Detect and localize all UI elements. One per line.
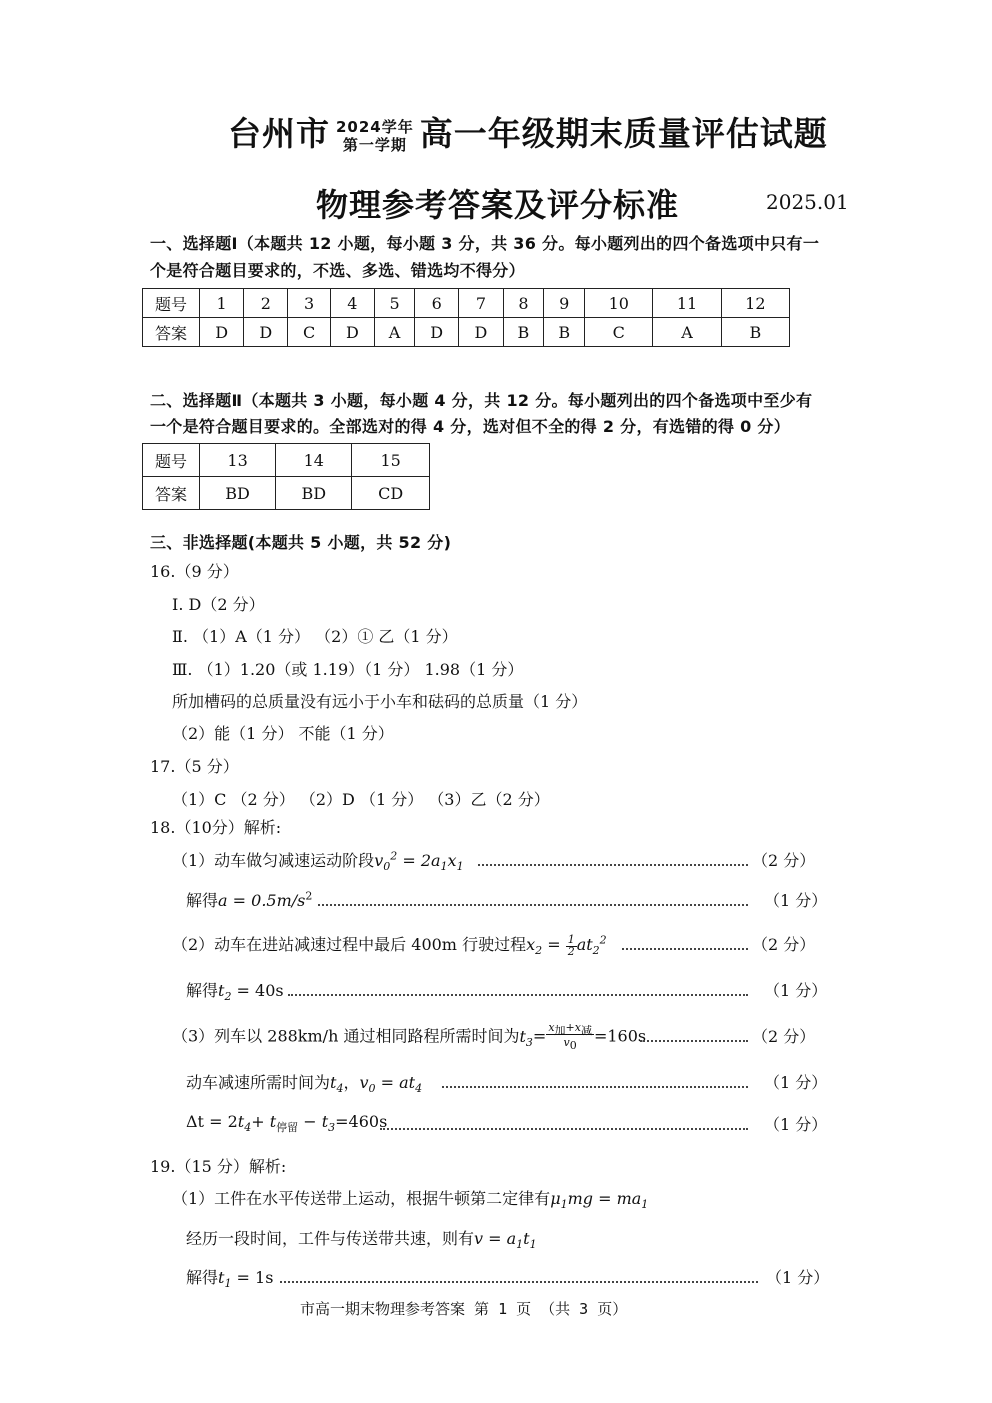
- q18-step7: $\Delta t = 2t_4+ t_{停留} - t_3=460s$: [186, 1112, 388, 1135]
- leader-dots: [288, 994, 748, 996]
- question-number-cell: 8: [503, 289, 544, 318]
- page-title: [228, 108, 828, 155]
- question-number-cell: 4: [330, 289, 374, 318]
- answer-cell: A: [653, 318, 721, 347]
- section2-line1: 二、选择题Ⅱ（本题共 3 小题，每小题 4 分，共 12 分。每小题列出的四个备选项中至少有: [150, 391, 813, 410]
- q18-score-2: （1 分）: [764, 891, 828, 910]
- title-exam: 高一年级期末质量评估试题: [419, 114, 828, 153]
- section1-line1: 一、选择题Ⅰ（本题共 12 小题，每小题 3 分，共 36 分。每小题列出的四个备选项中只有一: [150, 234, 820, 253]
- q18-score-4: （1 分）: [764, 981, 828, 1000]
- question-number-cell: 11: [653, 289, 721, 318]
- question-number-cell: 6: [415, 289, 459, 318]
- formula-x2: $x_2 = 1$ 2 $at_2^2$: [526, 932, 607, 958]
- q18-step6: 动车减速所需时间为$t_4$，$v_0 = at_4$: [186, 1073, 423, 1096]
- answer-cell: B: [721, 318, 789, 347]
- q19-step3: 解得$t_1 = 1s$: [186, 1268, 274, 1291]
- q16-line2: Ⅱ. （1）A（1 分） （2）① 乙（1 分）: [172, 627, 458, 646]
- q18-title: 18.（10分）解析:: [150, 818, 282, 837]
- q18-step3: （2）动车在进站减速过程中最后 400m 行驶过程$x_2 = 1$ 2 $at_2^2$: [172, 932, 607, 958]
- question-number-cell: 10: [585, 289, 653, 318]
- q18-step1: （1）动车做匀减速运动阶段$v_0^2 = 2a_1x_1$: [172, 849, 464, 874]
- leader-dots: [478, 864, 748, 866]
- answer-cell: CD: [352, 477, 430, 510]
- q19-step1: （1）工件在水平传送带上运动，根据牛顿第二定律有$\mu_1mg = ma_1$: [172, 1189, 649, 1212]
- title-city: 台州市: [228, 114, 330, 153]
- formula-v0-squared: $v_0^2 = 2a_1x_1$: [374, 849, 464, 874]
- row-label: 答案: [143, 318, 200, 347]
- row-label: 题号: [143, 444, 200, 477]
- leader-dots: [380, 1128, 748, 1130]
- question-number-cell: 15: [352, 444, 430, 477]
- table-row-answers: [143, 477, 430, 510]
- q18-step4: 解得$t_2 = 40s$: [186, 981, 284, 1004]
- leader-dots: [442, 1086, 748, 1088]
- table-row-numbers: [143, 289, 790, 318]
- q16-line4: 所加槽码的总质量没有远小于小车和砝码的总质量（1 分）: [172, 692, 588, 711]
- page-footer: 市高一期末物理参考答案 第 1 页 （共 3 页）: [300, 1300, 628, 1318]
- section2-answer-table: [142, 443, 430, 510]
- answer-cell: D: [244, 318, 288, 347]
- q16-line1: Ⅰ. D（2 分）: [172, 595, 265, 614]
- question-number-cell: 1: [200, 289, 244, 318]
- answer-cell: D: [200, 318, 244, 347]
- q18-score-5: （2 分）: [752, 1027, 816, 1046]
- question-number-cell: 14: [276, 444, 352, 477]
- leader-dots: [640, 1040, 748, 1042]
- section1-answer-table: [142, 288, 790, 347]
- q16-line3: Ⅲ. （1）1.20（或 1.19）（1 分） 1.98（1 分）: [172, 660, 524, 679]
- q18-score-3: （2 分）: [752, 935, 816, 954]
- title-year: 2024学年: [336, 117, 414, 136]
- q19-title: 19.（15 分）解析:: [150, 1157, 287, 1176]
- row-label: 题号: [143, 289, 200, 318]
- answer-cell: B: [544, 318, 585, 347]
- section2-line2: 一个是符合题目要求的。全部选对的得 4 分，选对但不全的得 2 分，有选错的得 0 分）: [150, 417, 791, 436]
- question-number-cell: 7: [459, 289, 503, 318]
- leader-dots: [622, 948, 748, 950]
- answer-cell: D: [415, 318, 459, 347]
- answer-cell: D: [459, 318, 503, 347]
- page-subtitle: 物理参考答案及评分标准: [316, 186, 680, 224]
- question-number-cell: 9: [544, 289, 585, 318]
- q19-step2: 经历一段时间，工件与传送带共速，则有$v = a_1t_1$: [186, 1229, 537, 1252]
- q18-score-1: （2 分）: [752, 851, 816, 870]
- q17-title: 17.（5 分）: [150, 757, 239, 776]
- q18-score-7: （1 分）: [764, 1115, 828, 1134]
- section3-heading: 三、非选择题(本题共 5 小题，共 52 分): [150, 533, 452, 552]
- leader-dots: [280, 1281, 758, 1283]
- question-number-cell: 2: [244, 289, 288, 318]
- answer-cell: B: [503, 318, 544, 347]
- answer-cell: D: [330, 318, 374, 347]
- question-number-cell: 5: [374, 289, 414, 318]
- q18-step5: （3）列车以 288km/h 通过相同路程所需时间为$t_3= x_加+x_减$ $v_0=160s$: [172, 1021, 647, 1053]
- table-row-answers: [143, 318, 790, 347]
- question-number-cell: 13: [200, 444, 276, 477]
- q18-score-6: （1 分）: [764, 1073, 828, 1092]
- page-date: 2025.01: [766, 190, 849, 214]
- answer-cell: C: [288, 318, 330, 347]
- section1-line2: 个是符合题目要求的，不选、多选、错选均不得分）: [150, 261, 525, 280]
- leader-dots: [318, 904, 748, 906]
- q18-step2: 解得$a = 0.5m/s^2$: [186, 889, 313, 910]
- q16-line5: （2）能（1 分） 不能（1 分）: [172, 724, 394, 743]
- question-number-cell: 12: [721, 289, 789, 318]
- q17-line1: （1）C （2 分） （2）D （1 分） （3）乙（2 分）: [172, 790, 550, 809]
- title-term: 第一学期: [342, 135, 407, 154]
- q16-title: 16.（9 分）: [150, 562, 239, 581]
- answer-cell: BD: [200, 477, 276, 510]
- answer-cell: BD: [276, 477, 352, 510]
- answer-cell: C: [585, 318, 653, 347]
- table-row-numbers: [143, 444, 430, 477]
- row-label: 答案: [143, 477, 200, 510]
- q19-score-1: （1 分）: [766, 1268, 830, 1287]
- answer-cell: A: [374, 318, 414, 347]
- question-number-cell: 3: [288, 289, 330, 318]
- title-term-stack: [336, 118, 414, 154]
